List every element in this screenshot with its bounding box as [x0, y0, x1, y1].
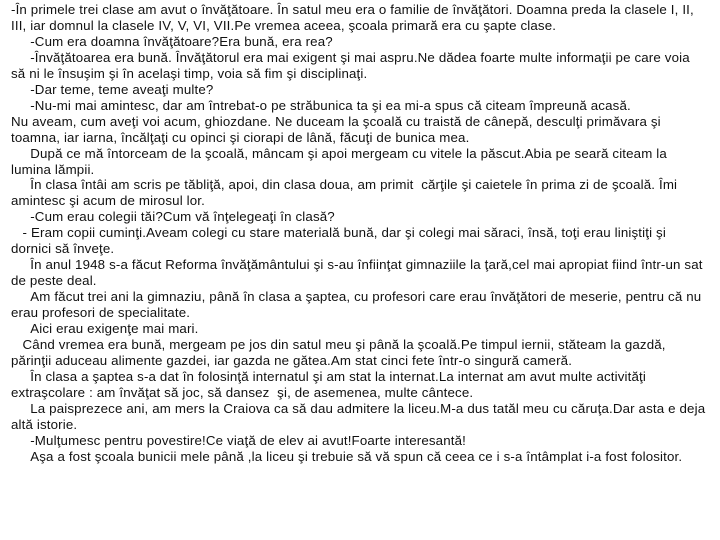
- paragraph-answer-teacher: -Învăţătoarea era bună. Învăţătorul era mai exigent şi mai aspru.Ne dădea foarte multe informaţii pe care voia să ni le însuşim şi în acelaşi timp, voia să fim şi disciplinaţi.: [11, 49, 694, 81]
- paragraph-first-grade: În clasa întâi am scris pe tăbliţă, apoi, din clasa doua, am primit cărţile şi caietele în prima zi de şcoală. Îmi amintesc şi acum de mirosul lor.: [11, 177, 682, 209]
- paragraph-question-homework: -Dar teme, teme aveaţi multe?: [11, 81, 214, 97]
- paragraph-answer-homework: -Nu-mi mai amintesc, dar am întrebat-o pe străbunica ta şi ea mi-a spus că citeam împreună acasă.: [11, 97, 631, 113]
- paragraph-exigence: Aici erau exigenţe mai mari.: [11, 321, 199, 337]
- paragraph-craiova: La paisprezece ani, am mers la Craiova ca să dau admitere la liceu.M-a dus tatăl meu cu căruţa.Dar asta e deja altă istorie.: [11, 400, 710, 432]
- paragraph-conclusion: Aşa a fost şcoala bunicii mele până ,la liceu şi trebuie să vă spun că ceea ce i s-a întâmplat i-a fost folositor.: [11, 448, 683, 464]
- paragraph-intro: -În primele trei clase am avut o învăţătoare. În satul meu era o familie de învăţători. Doamna preda la clasele I, II, III, iar domnul la clasele IV, V, VI, VII.Pe vremea aceea, şcoala primară era cu şapte clase.: [11, 2, 698, 33]
- paragraph-thanks: -Mulţumesc pentru povestire!Ce viaţă de elev ai avut!Foarte interesantă!: [11, 432, 467, 448]
- paragraph-commute: Când vremea era bună, mergeam pe jos din satul meu şi până la şcoală.Pe timpul iernii, stăteam la gazdă, părinţii aduceau alimente gazdei, iar gazda ne gătea.Am stat cinci fete într-o singură cameră.: [11, 337, 670, 368]
- paragraph-school-bags: Nu aveam, cum aveţi voi acum, ghiozdane. Ne duceam la şcoală cu traistă de cânepă, desculţi primăvara şi toamna, iar iarna, încălţaţi cu opinci şi ciorapi de lână, făcuţi de bunica mea.: [11, 113, 665, 145]
- paragraph-answer-classmates: - Eram copii cuminţi.Aveam colegi cu stare materială bună, dar şi colegi mai săraci, însă, toţi erau liniştiţi şi dornici să înveţe.: [11, 225, 670, 257]
- paragraph-gymnasium: Am făcut trei ani la gimnaziu, până în clasa a şaptea, cu profesori care erau învăţători de meserie, pentru că nu erau profesori de specialitate.: [11, 289, 706, 321]
- paragraph-question-classmates: -Cum erau colegii tăi?Cum vă înţelegeaţi în clasă?: [11, 209, 335, 225]
- paragraph-boarding: În clasa a şaptea s-a dat în folosinţă internatul şi am stat la internat.La internat am avut multe activităţi extraşcolare : am învăţat să joc, să dansez şi, de asemenea, multe cântece.: [11, 368, 650, 400]
- paragraph-reform-1948: În anul 1948 s-a făcut Reforma învăţământului şi s-au înfiinţat gimnaziile la ţară,cel mai apropiat fiind într-un sat de peste deal.: [11, 257, 707, 289]
- paragraph-question-teacher: -Cum era doamna învăţătoare?Era bună, era rea?: [11, 33, 333, 49]
- paragraph-after-school: După ce mă întorceam de la şcoală, mâncam şi apoi mergeam cu vitele la păscut.Abia pe seară citeam la lumina lămpii.: [11, 145, 671, 177]
